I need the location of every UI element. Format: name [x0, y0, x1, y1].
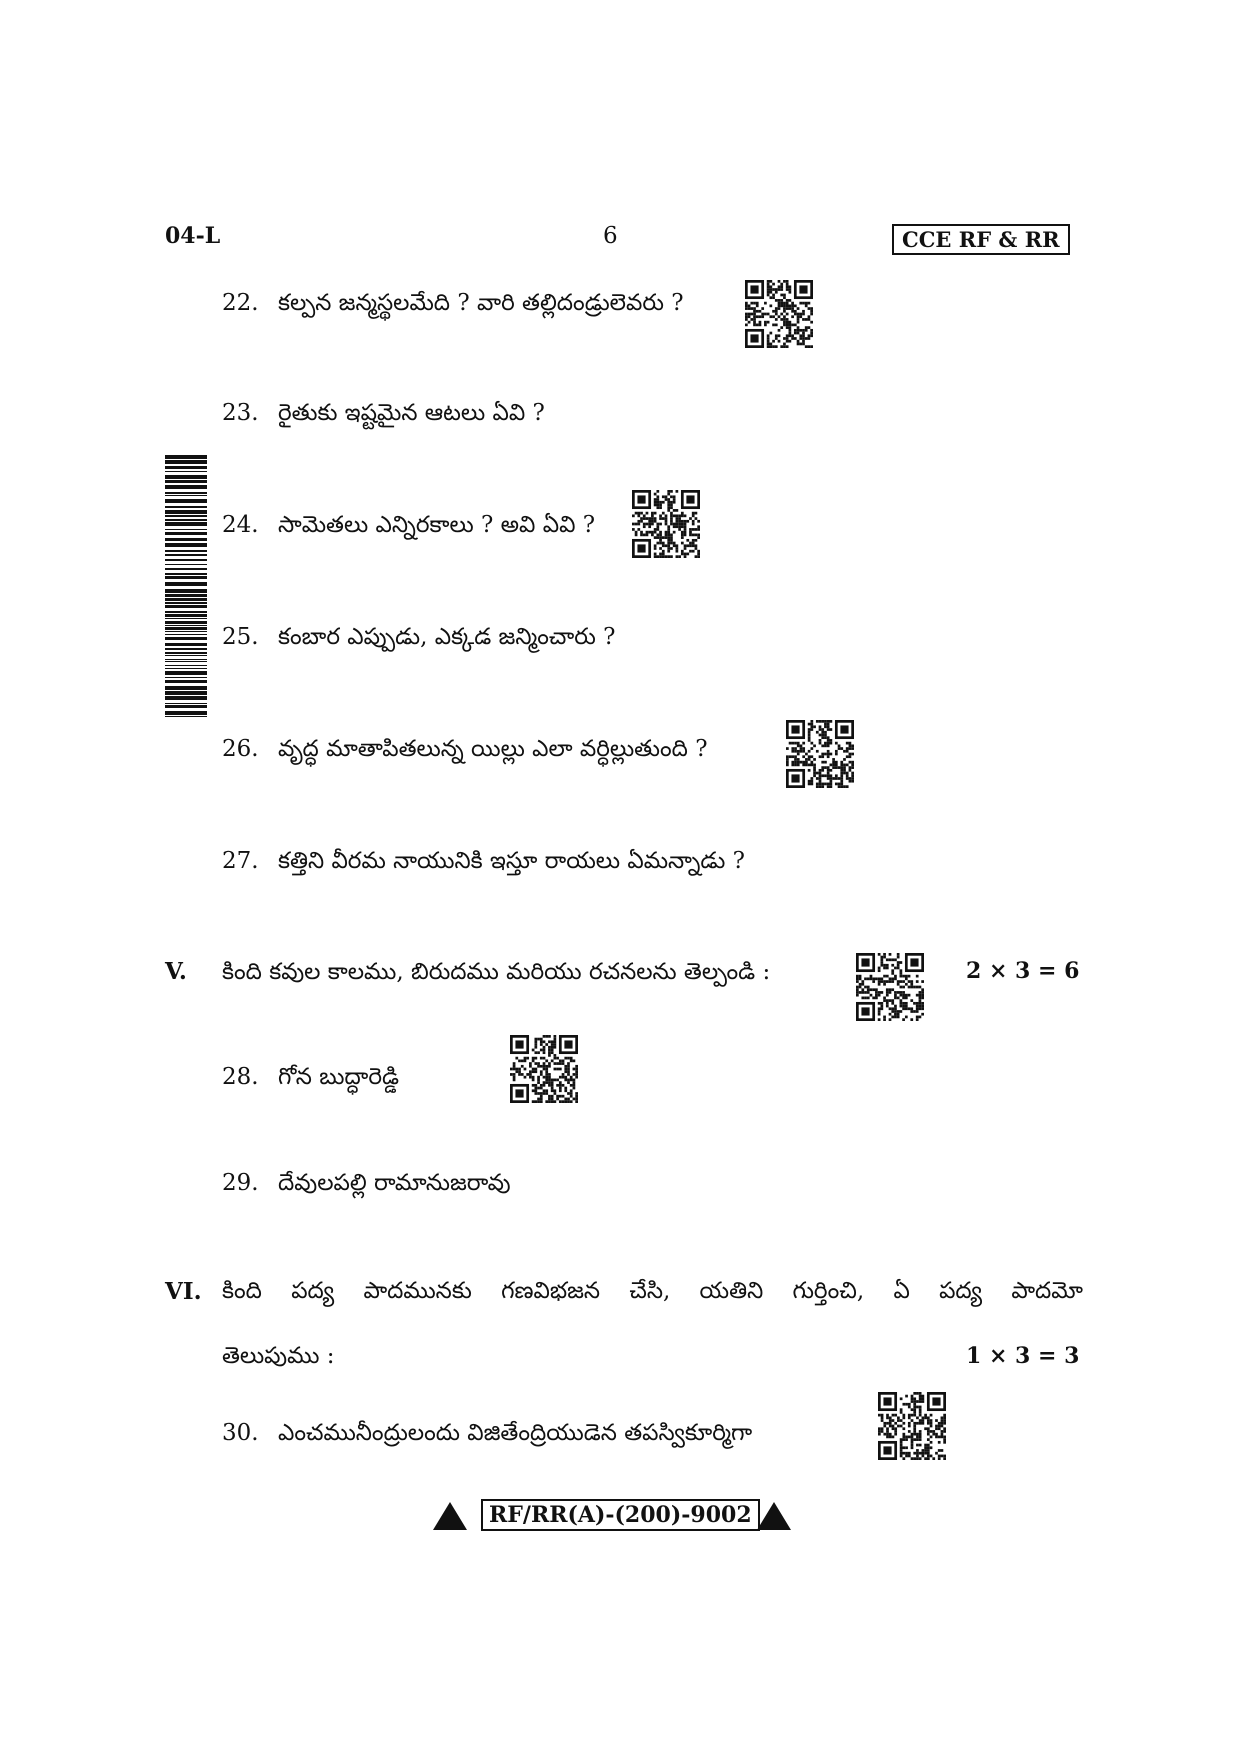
question-22 [222, 290, 684, 322]
triangle-marker-icon [433, 1502, 467, 1530]
question-number: 24. [222, 512, 259, 538]
question-24 [222, 512, 595, 544]
barcode-icon [165, 455, 207, 717]
question-27 [222, 848, 745, 880]
question-text: గోన బుద్ధారెడ్డి [278, 1064, 399, 1090]
section-number: V. [165, 958, 187, 985]
triangle-marker-icon [757, 1502, 791, 1530]
qr-code-icon [786, 720, 854, 788]
question-number: 30. [222, 1420, 259, 1446]
section-v-heading [165, 958, 770, 991]
question-number: 23. [222, 400, 259, 426]
question-number: 26. [222, 736, 259, 762]
question-text: కల్పన జన్మస్థలమేది ? వారి తల్లిదండ్రులెవరు ? [278, 290, 684, 316]
section-instruction: కింది పద్య పాదమునకు గణవిభజన చేసి, యతిని గుర్తించి, ఏ పద్య పాదమో [222, 1278, 1083, 1304]
question-number: 25. [222, 624, 259, 650]
footer-code: RF/RR(A)-(200)-9002 [481, 1499, 760, 1531]
question-number: 28. [222, 1064, 259, 1090]
question-text: ఎంచమునీంద్రులందు విజితేంద్రియుడెన తపస్వికూర్మిగా [278, 1420, 753, 1446]
paper-code: 04-L [165, 223, 221, 249]
question-25 [222, 624, 616, 656]
question-23 [222, 400, 545, 432]
question-text: కత్తిని వీరమ నాయునికి ఇస్తూ రాయలు ఏమన్నాడు ? [278, 848, 745, 874]
section-instruction: కింది కవుల కాలము, బిరుదము మరియు రచనలను తెల్పండి : [222, 959, 771, 985]
section-vi-heading [165, 1278, 1083, 1310]
question-28 [222, 1064, 399, 1096]
qr-code-icon [745, 280, 813, 348]
question-text: సామెతలు ఎన్నిరకాలు ? అవి ఏవి ? [278, 512, 596, 538]
qr-code-icon [878, 1392, 946, 1460]
question-text: దేవులపల్లి రామానుజరావు [278, 1170, 511, 1196]
question-number: 29. [222, 1170, 259, 1196]
question-text: కంబార ఎప్పుడు, ఎక్కడ జన్మించారు ? [278, 624, 616, 650]
question-number: 27. [222, 848, 259, 874]
qr-code-icon [510, 1035, 578, 1103]
question-text: వృద్ధ మాతాపితలున్న యిల్లు ఎలా వర్ధిల్లుతుంది ? [278, 736, 708, 762]
question-29 [222, 1170, 511, 1202]
section-v-marks: 2 × 3 = 6 [966, 958, 1080, 984]
question-26 [222, 736, 708, 768]
section-number: VI. [165, 1278, 202, 1305]
question-text: రైతుకు ఇష్టమైన ఆటలు ఏవి ? [278, 400, 545, 426]
section-vi-instruction-cont: తెలుపుము : [222, 1343, 335, 1369]
exam-box-label: CCE RF & RR [892, 224, 1070, 255]
section-vi-marks: 1 × 3 = 3 [966, 1343, 1080, 1369]
question-30 [222, 1420, 752, 1452]
qr-code-icon [632, 490, 700, 558]
question-number: 22. [222, 290, 259, 316]
page-number: 6 [603, 223, 618, 249]
qr-code-icon [856, 953, 924, 1021]
